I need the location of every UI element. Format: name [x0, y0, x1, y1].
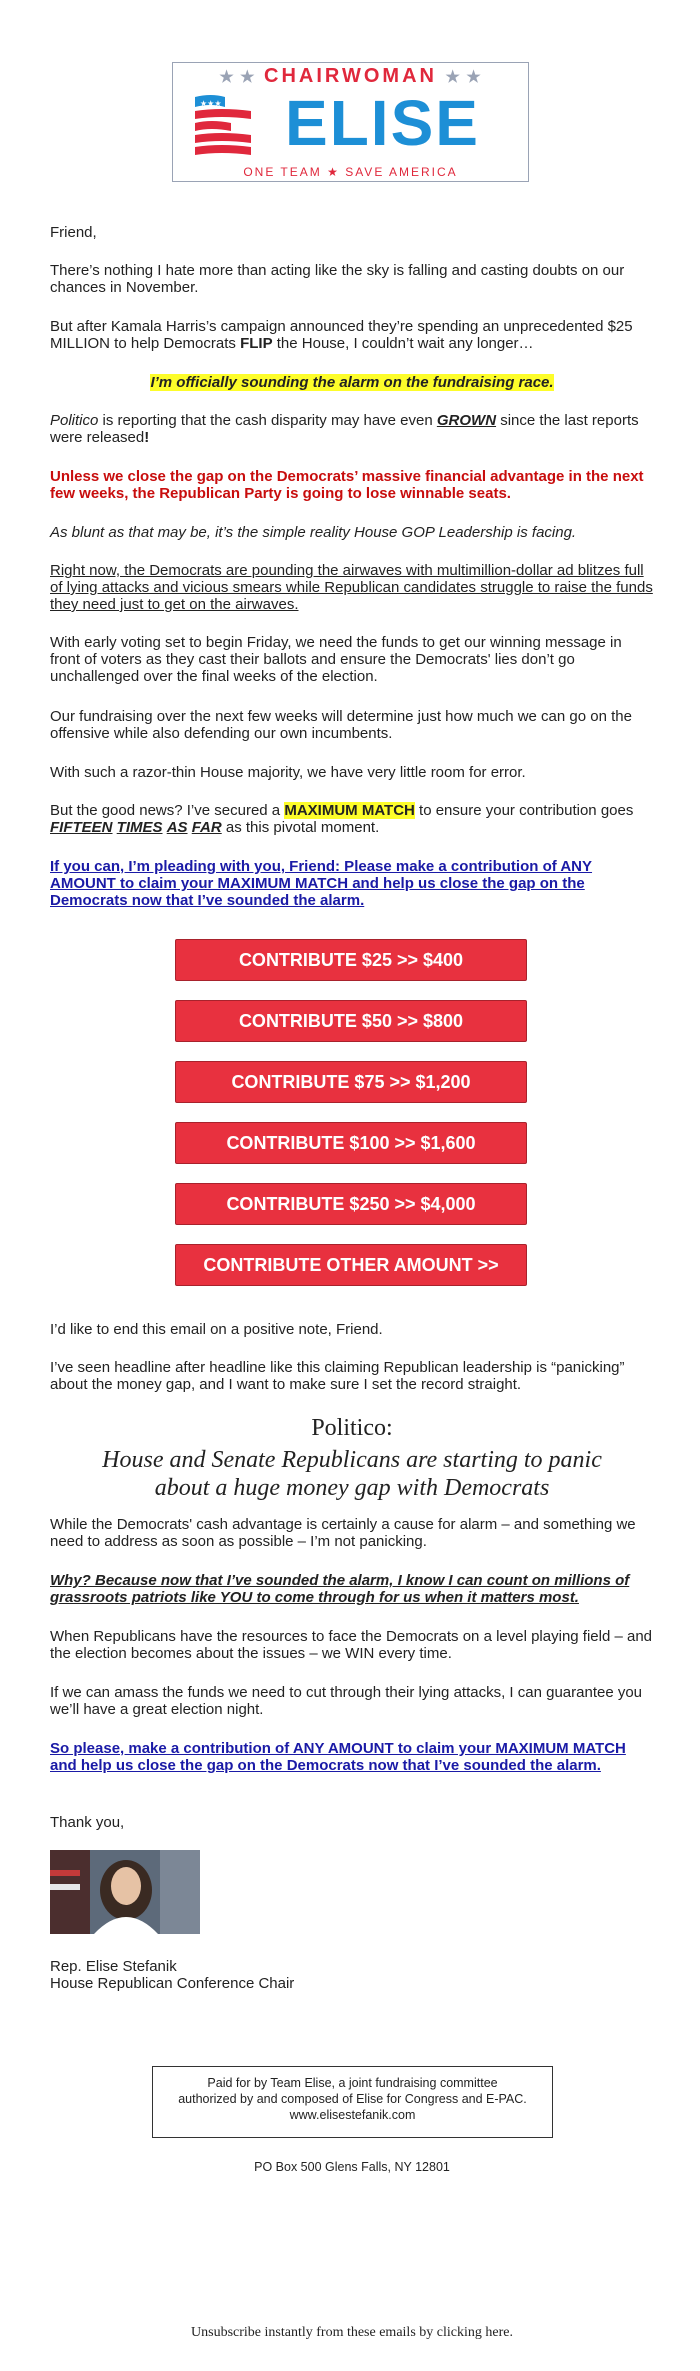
quote-headline: House and Senate Republicans are starting to panic about a huge money gap with Democrats	[102, 1447, 602, 1501]
p2-text-c: the House, I couldn’t wait any longer…	[272, 335, 534, 352]
maximum-match-highlight: MAXIMUM MATCH	[284, 802, 415, 819]
alarm-line	[50, 374, 654, 391]
fifteen-emphasis: FIFTEEN	[50, 819, 113, 836]
not-panicking-paragraph: While the Democrats' cash advantage is certainly a cause for alarm – and something we need to address as soon as possible – I’m not panicking.	[50, 1516, 636, 1550]
alarm-highlight: I’m officially sounding the alarm on the fundraising race.	[150, 374, 554, 391]
mailing-address: PO Box 500 Glens Falls, NY 12801	[254, 2160, 450, 2174]
good-news-text-a: But the good news? I’ve secured a	[50, 802, 285, 819]
grown-emphasis: GROWN	[436, 412, 497, 429]
star-icon: ★ ★	[445, 69, 482, 86]
p2-text-a: But after Kamala Harris’s campaign announced they’re spending an unprecedented $25 MILLION to help Democrats	[50, 318, 633, 352]
portrait-image-icon	[50, 1850, 200, 1934]
plead-link[interactable]: If you can, I’m pleading with you, Friend: Please make a contribution of ANY AMOUNT to claim your MAXIMUM MATCH and help us close the gap on the Democrats now that I’ve sounded the alarm.	[50, 858, 593, 909]
p3-exclaim: !	[144, 429, 150, 446]
headline-intro-paragraph: I’ve seen headline after headline like this claiming Republican leadership is “panicking” about the money gap, and I want to make sure I set the record straight.	[50, 1359, 625, 1393]
blunt-paragraph: As blunt as that may be, it’s the simple reality House GOP Leadership is facing.	[50, 524, 577, 541]
warning-paragraph: Unless we close the gap on the Democrats’ massive financial advantage in the next few weeks, the Republican Party is going to lose winnable seats.	[50, 468, 644, 502]
contribute-50-button[interactable]: CONTRIBUTE $50 >> $800	[175, 1000, 527, 1042]
logo-chairwoman-text: CHAIRWOMAN	[264, 65, 437, 87]
early-voting-paragraph: With early voting set to begin Friday, we need the funds to get our winning message in front of voters as they cast their ballots and ensure the Democrats' lies don’t go unchallenged over the final weeks of the election.	[50, 634, 622, 685]
good-news-text-h: as this pivotal moment.	[221, 819, 380, 836]
so-please-link[interactable]: So please, make a contribution of ANY AMOUNT to claim your MAXIMUM MATCH and help us close the gap on the Democrats now that I’ve sounded the alarm.	[50, 1740, 626, 1774]
p3-text-b: is reporting that the cash disparity may have even	[98, 412, 437, 429]
p2-flip: FLIP	[240, 335, 273, 352]
good-news-paragraph	[50, 802, 654, 836]
paid-for-box: Paid for by Team Elise, a joint fundraising committee authorized by and composed of Elise for Congress and E-PAC. www.elisestefanik.com	[152, 2066, 553, 2138]
razor-thin-paragraph: With such a razor-thin House majority, we have very little room for error.	[50, 764, 526, 781]
amass-paragraph: If we can amass the funds we need to cut through their lying attacks, I can guarantee you we’ll have a great election night.	[50, 1684, 643, 1718]
contribute-100-button[interactable]: CONTRIBUTE $100 >> $1,600	[175, 1122, 527, 1164]
paragraph-kamala-spending	[50, 318, 654, 352]
signer-title: House Republican Conference Chair	[50, 1975, 295, 1992]
contribute-250-button[interactable]: CONTRIBUTE $250 >> $4,000	[175, 1183, 527, 1225]
thank-you: Thank you,	[50, 1814, 125, 1831]
far-emphasis: FAR	[191, 819, 222, 836]
unsubscribe-link[interactable]: Unsubscribe instantly from these emails by clicking here.	[191, 2325, 513, 2340]
logo-name: ELISE	[285, 87, 480, 159]
quote-source: Politico:	[311, 1415, 393, 1441]
svg-text:★★★: ★★★	[200, 99, 222, 108]
positive-note-paragraph: I’d like to end this email on a positive note, Friend.	[50, 1321, 383, 1338]
greeting: Friend,	[50, 224, 97, 241]
airwaves-paragraph: Right now, the Democrats are pounding the airwaves with multimillion-dollar ad blitzes full of lying attacks and vicious smears while Republican candidates struggle to raise the funds they need just to get on the airwaves.	[50, 562, 653, 613]
signer-photo	[50, 1850, 200, 1934]
p3-text-d: since the last reports were released	[50, 412, 639, 446]
star-icon: ★ ★	[219, 69, 256, 86]
logo-top-line	[173, 65, 528, 88]
contribute-75-button[interactable]: CONTRIBUTE $75 >> $1,200	[175, 1061, 527, 1103]
logo-tagline: ONE TEAM ★ SAVE AMERICA	[243, 165, 458, 179]
as-emphasis: AS	[166, 819, 188, 836]
flag-e-icon	[191, 93, 255, 161]
chairwoman-elise-logo	[172, 62, 529, 182]
contribute-25-button[interactable]: CONTRIBUTE $25 >> $400	[175, 939, 527, 981]
contribute-other-button[interactable]: CONTRIBUTE OTHER AMOUNT >>	[175, 1244, 527, 1286]
fundraising-paragraph: Our fundraising over the next few weeks will determine just how much we can go on the offensive while also defending our own incumbents.	[50, 708, 632, 742]
resources-paragraph: When Republicans have the resources to face the Democrats on a level playing field – and the election becomes about the issues – we WIN every time.	[50, 1628, 653, 1662]
paragraph-sky-falling: There’s nothing I hate more than acting like the sky is falling and casting doubts on our chances in November.	[50, 262, 625, 296]
signer-name: Rep. Elise Stefanik	[50, 1958, 177, 1975]
paragraph-politico-report	[50, 412, 654, 446]
why-paragraph: Why? Because now that I’ve sounded the alarm, I know I can count on millions of grassroots patriots like YOU to come through for us when it matters most.	[50, 1572, 630, 1606]
politico-italic: Politico	[50, 412, 99, 429]
good-news-text-c: to ensure your contribution goes	[414, 802, 634, 819]
times-emphasis: TIMES	[116, 819, 163, 836]
